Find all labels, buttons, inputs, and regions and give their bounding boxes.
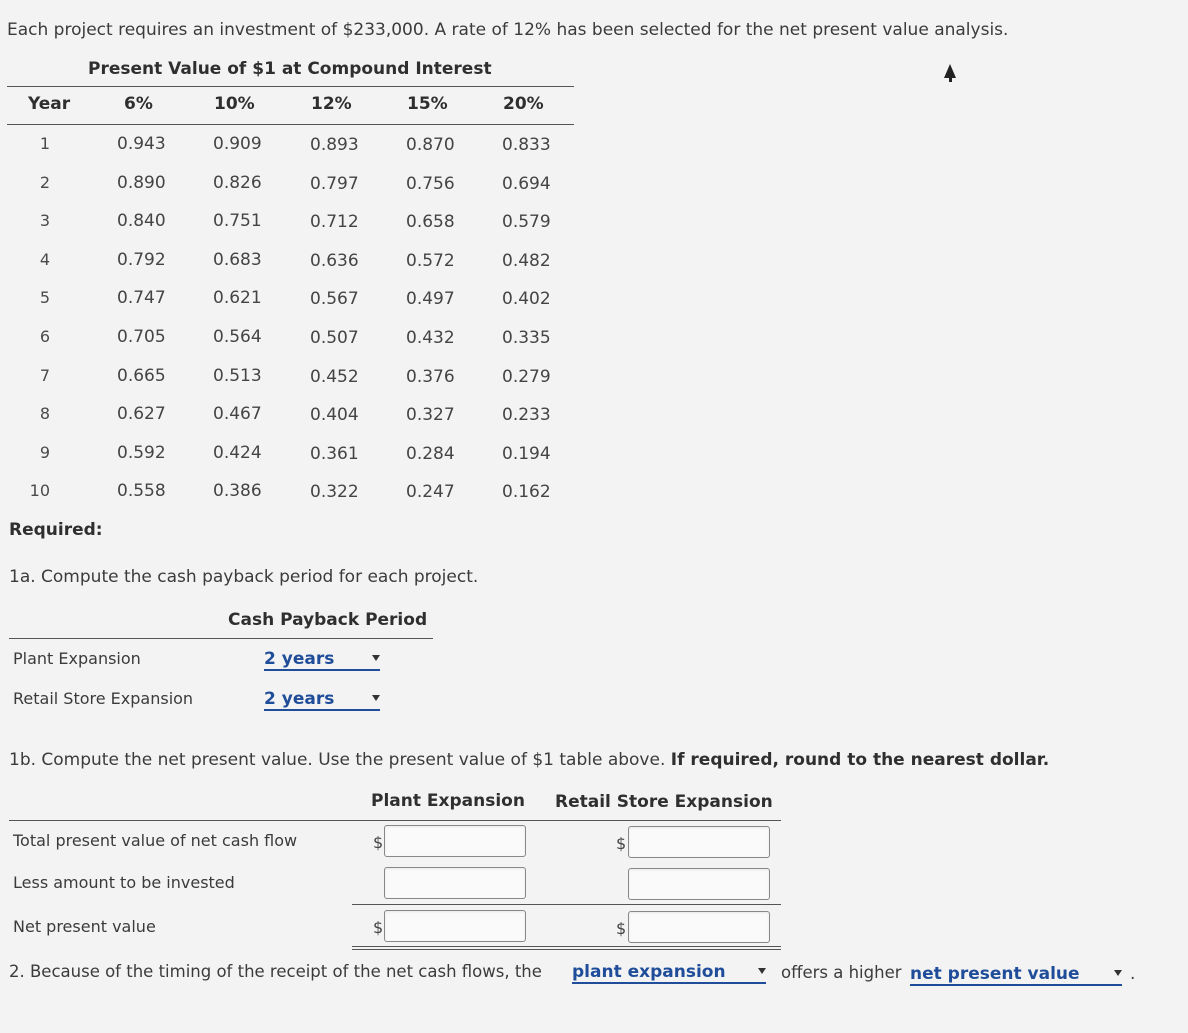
dollar-sign: $	[373, 918, 384, 937]
table-value-cell: 0.627	[117, 404, 166, 424]
retail-payback-value: 2 years	[264, 689, 335, 709]
header-6pct: 6%	[124, 94, 153, 114]
table-header-rule	[7, 124, 574, 125]
measure-select-value: net present value	[910, 964, 1080, 984]
table-year-cell: 7	[39, 366, 50, 385]
total-pv-label: Total present value of net cash flow	[13, 831, 298, 850]
table-value-cell: 0.284	[406, 444, 455, 464]
q1b-text	[9, 750, 1049, 770]
header-12pct: 12%	[311, 94, 352, 114]
dollar-sign: $	[616, 919, 627, 938]
table-value-cell: 0.893	[310, 135, 359, 155]
table-value-cell: 0.233	[502, 405, 551, 425]
table-value-cell: 0.452	[310, 367, 359, 387]
mouse-pointer-icon	[944, 64, 956, 78]
table-value-cell: 0.497	[406, 289, 455, 309]
measure-select[interactable]	[910, 964, 1122, 986]
table-value-cell: 0.756	[406, 174, 455, 194]
col-plant-expansion: Plant Expansion	[371, 791, 525, 811]
header-10pct: 10%	[214, 94, 255, 114]
q2-text-end: .	[1130, 964, 1136, 984]
table-value-cell: 0.870	[406, 135, 455, 155]
table-value-cell: 0.432	[406, 328, 455, 348]
less-invested-label: Less amount to be invested	[13, 873, 235, 892]
table-value-cell: 0.579	[502, 212, 551, 232]
table-value-cell: 0.507	[310, 328, 359, 348]
table-value-cell: 0.322	[310, 482, 359, 502]
q2-text-mid: offers a higher	[781, 963, 902, 982]
cash-payback-header: Cash Payback Period	[228, 610, 428, 630]
table-value-cell: 0.826	[213, 173, 262, 193]
dollar-sign: $	[373, 833, 384, 852]
plant-npv-input[interactable]	[384, 910, 526, 942]
retail-total-pv-input[interactable]	[628, 826, 770, 858]
table-value-cell: 0.162	[502, 482, 551, 502]
table-value-cell: 0.592	[117, 443, 166, 463]
npv-label: Net present value	[13, 917, 156, 936]
retail-payback-select[interactable]	[264, 689, 380, 711]
table-value-cell: 0.665	[117, 366, 166, 386]
q1b-text-normal: 1b. Compute the net present value. Use the present value of $1 table above.	[9, 750, 671, 770]
table-value-cell: 0.747	[117, 288, 166, 308]
retail-invested-input[interactable]	[628, 868, 770, 900]
table-value-cell: 0.327	[406, 405, 455, 425]
table-value-cell: 0.564	[213, 327, 262, 347]
project-select[interactable]	[572, 962, 766, 984]
header-15pct: 15%	[407, 94, 448, 114]
q1b-text-bold: If required, round to the nearest dollar.	[670, 750, 1050, 770]
chevron-down-icon	[758, 968, 766, 974]
table-value-cell: 0.943	[117, 134, 166, 154]
header-20pct: 20%	[503, 94, 544, 114]
table-value-cell: 0.279	[502, 367, 551, 387]
table-year-cell: 3	[39, 211, 50, 230]
table-year-cell: 5	[39, 288, 50, 307]
table-value-cell: 0.909	[213, 134, 262, 154]
table-top-rule	[7, 86, 574, 87]
q1a-rule	[9, 638, 433, 639]
table-value-cell: 0.751	[213, 211, 262, 231]
plant-payback-value: 2 years	[264, 649, 335, 669]
col-retail-expansion: Retail Store Expansion	[555, 792, 773, 812]
table-value-cell: 0.386	[213, 481, 262, 501]
table-value-cell: 0.247	[406, 482, 455, 502]
plant-payback-select[interactable]	[264, 649, 380, 671]
chevron-down-icon	[1114, 970, 1122, 976]
table-value-cell: 0.402	[502, 289, 551, 309]
table-value-cell: 0.567	[310, 289, 359, 309]
table-year-cell: 9	[39, 443, 50, 462]
table-value-cell: 0.335	[502, 328, 551, 348]
table-year-cell: 6	[39, 327, 50, 346]
q1a-text: 1a. Compute the cash payback period for each project.	[9, 567, 479, 587]
table-year-cell: 4	[39, 250, 50, 269]
table-value-cell: 0.797	[310, 174, 359, 194]
retail-expansion-label: Retail Store Expansion	[13, 689, 194, 708]
table-value-cell: 0.890	[117, 173, 166, 193]
table-value-cell: 0.404	[310, 405, 359, 425]
table-value-cell: 0.694	[502, 174, 551, 194]
plant-expansion-label: Plant Expansion	[13, 649, 141, 668]
table-value-cell: 0.705	[117, 327, 166, 347]
table-value-cell: 0.792	[117, 250, 166, 270]
chevron-down-icon	[372, 695, 380, 701]
npv-double-rule-1	[352, 946, 781, 947]
npv-double-rule-2	[352, 949, 781, 950]
header-year: Year	[28, 94, 71, 114]
plant-total-pv-input[interactable]	[384, 825, 526, 857]
table-value-cell: 0.424	[213, 443, 262, 463]
pv-table-title: Present Value of $1 at Compound Interest	[88, 59, 492, 79]
table-value-cell: 0.482	[502, 251, 551, 271]
plant-invested-input[interactable]	[384, 867, 526, 899]
table-year-cell: 8	[39, 404, 50, 423]
table-value-cell: 0.361	[310, 444, 359, 464]
table-value-cell: 0.558	[117, 481, 166, 501]
dollar-sign: $	[616, 834, 627, 853]
table-value-cell: 0.833	[502, 135, 551, 155]
project-select-value: plant expansion	[572, 962, 726, 982]
table-value-cell: 0.376	[406, 367, 455, 387]
q2-text-start: 2. Because of the timing of the receipt of the net cash flows, the	[9, 962, 542, 981]
table-value-cell: 0.513	[213, 366, 262, 386]
retail-npv-input[interactable]	[628, 911, 770, 943]
table-year-cell: 1	[39, 134, 50, 153]
table-value-cell: 0.194	[502, 444, 551, 464]
table-value-cell: 0.840	[117, 211, 166, 231]
chevron-down-icon	[372, 655, 380, 661]
table-value-cell: 0.636	[310, 251, 359, 271]
table-value-cell: 0.683	[213, 250, 262, 270]
intro-text: Each project requires an investment of $233,000. A rate of 12% has been selected for the net present value analysis.	[7, 20, 1009, 40]
table-value-cell: 0.658	[406, 212, 455, 232]
table-value-cell: 0.467	[213, 404, 262, 424]
required-label: Required:	[9, 520, 103, 540]
npv-top-rule	[352, 904, 781, 905]
table-year-cell: 10	[29, 481, 50, 500]
table-value-cell: 0.621	[213, 288, 262, 308]
table-year-cell: 2	[39, 173, 50, 192]
table-value-cell: 0.572	[406, 251, 455, 271]
q1b-rule	[9, 820, 781, 821]
table-value-cell: 0.712	[310, 212, 359, 232]
